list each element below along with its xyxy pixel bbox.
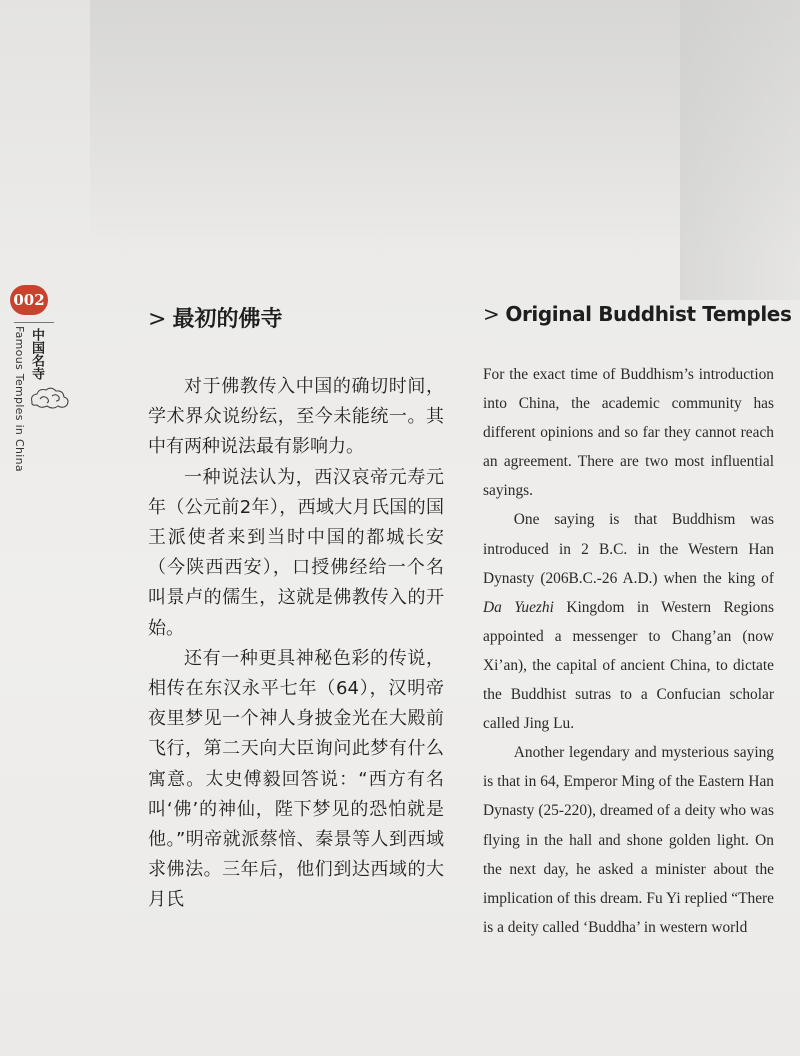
heading-text-en: Original Buddhist Temples <box>505 302 792 326</box>
page-shadow-right <box>680 0 800 300</box>
paragraph-en <box>483 505 774 738</box>
chinese-body-column <box>148 372 444 916</box>
text-run: One saying is that Buddhism was introduced in 2 B.C. in the Western Han Dynasty (206B.C.-26 A.D.) when the king of <box>483 511 774 587</box>
section-heading-en <box>483 302 791 326</box>
book-title-en: Famous Temples in China <box>13 326 26 472</box>
text-run: Kingdom in Western Regions appointed a messenger to Chang’an (now Xi’an), the capital of ancient China, to dictate the Buddhist sutras to a Confucian scholar called Jing Lu. <box>483 598 774 733</box>
chevron-right-icon: > <box>483 302 500 326</box>
paragraph-cn: 还有一种更具神秘色彩的传说，相传在东汉永平七年（64），汉明帝夜里梦见一个神人身披金光在大殿前飞行，第二天向大臣询问此梦有什么寓意。太史傅毅回答说：“西方有名叫‘佛’的神仙，陛下梦见的恐怕就是他。”明帝就派蔡愔、秦景等人到西域求佛法。三年后，他们到达西域的大月氏 <box>148 647 444 911</box>
cloud-ornament-icon <box>28 384 74 410</box>
english-body-column <box>483 360 774 942</box>
italic-term: Da Yuezhi <box>483 598 554 616</box>
section-heading-cn <box>148 302 282 333</box>
page-number-badge: 002 <box>10 285 48 315</box>
heading-text-cn: 最初的佛寺 <box>172 307 283 332</box>
paragraph-cn: 一种说法认为，西汉哀帝元寿元年（公元前2年），西域大月氏国的国王派使者来到当时中国的都城长安（今陕西西安），口授佛经给一个名叫景卢的儒生，这就是佛教传入的开始。 <box>148 466 444 639</box>
chevron-right-icon: > <box>148 307 167 332</box>
paragraph-cn: 对于佛教传入中国的确切时间，学术界众说纷纭，至今未能统一。其中有两种说法最有影响力。 <box>148 376 444 458</box>
paragraph-en: For the exact time of Buddhism’s introduction into China, the academic community has different opinions and so far they cannot reach an agreement. There are two most influential sayings. <box>483 366 774 500</box>
margin-divider <box>14 322 54 323</box>
paragraph-en: Another legendary and mysterious saying is that in 64, Emperor Ming of the Eastern Han Dynasty (25-220), dreamed of a deity who was flying in the hall and shone golden light. On the next day, he asked a minister about the implication of this dream. Fu Yi replied “There is a deity called ‘Buddha’ in western world <box>483 744 774 936</box>
book-title-cn: 中国名寺 <box>29 328 44 380</box>
